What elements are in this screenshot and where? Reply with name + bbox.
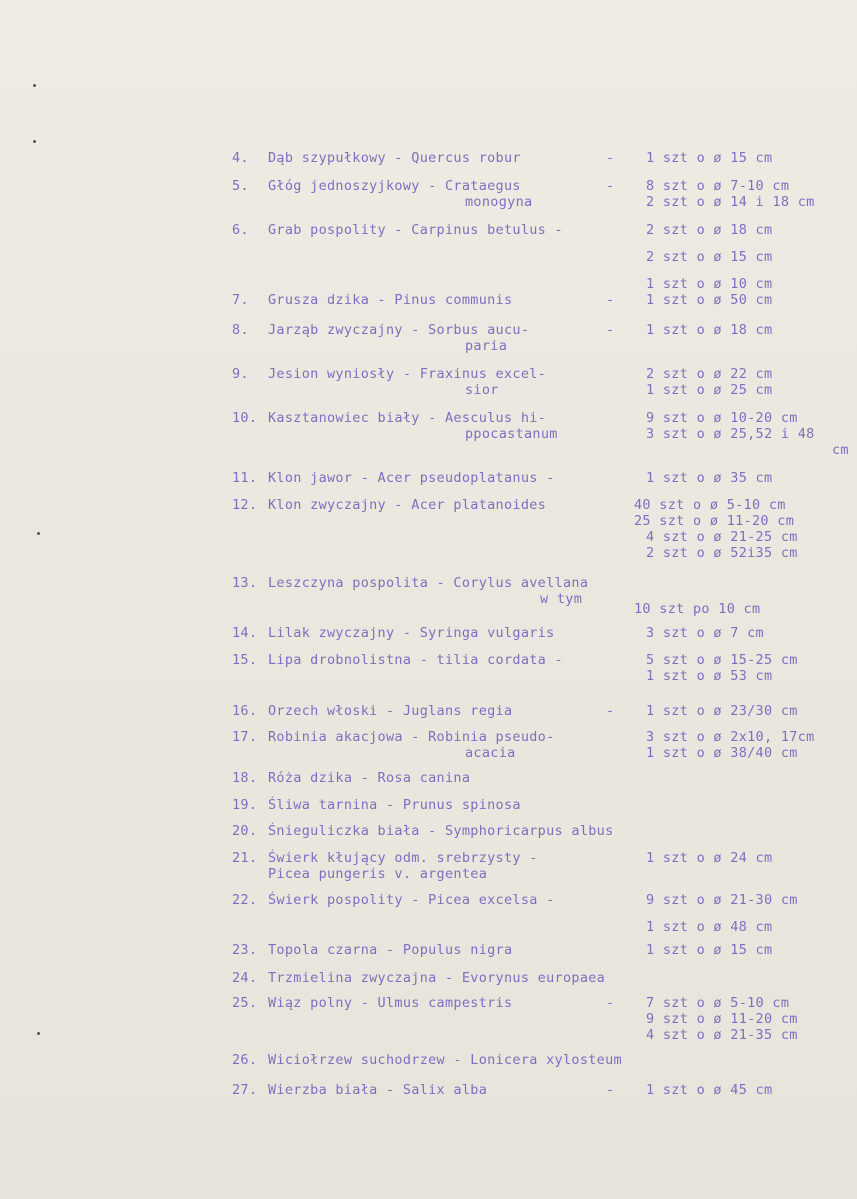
quantity-line: 8 szt o ø 7-10 cm (646, 178, 790, 194)
entry-number: 7. (232, 292, 249, 308)
quantity-line: 1 szt o ø 15 cm (646, 942, 773, 958)
entry-number: 22. (232, 892, 258, 908)
species-name-continuation: ppocastanum (465, 426, 558, 442)
quantity-line: 1 szt o ø 35 cm (646, 470, 773, 486)
quantity-line: 3 szt o ø 7 cm (646, 625, 764, 641)
quantity-line: 1 szt o ø 45 cm (646, 1082, 773, 1098)
species-name-continuation: acacia (465, 745, 516, 761)
species-name: Leszczyna pospolita - Corylus avellana (268, 575, 589, 591)
quantity-line: 10 szt po 10 cm (634, 601, 761, 617)
quantity-line: cm (832, 442, 849, 458)
entry-number: 23. (232, 942, 258, 958)
quantity-line: 1 szt o ø 10 cm (646, 276, 773, 292)
separator-dash: - (606, 322, 615, 338)
quantity-line: 25 szt o ø 11-20 cm (634, 513, 795, 529)
entry-number: 8. (232, 322, 249, 338)
quantity-line: 7 szt o ø 5-10 cm (646, 995, 790, 1011)
species-name: Jesion wyniosły - Fraxinus excel- (268, 366, 547, 382)
species-name: Dąb szypułkowy - Quercus robur (268, 150, 521, 166)
species-name-continuation: sior (465, 382, 499, 398)
entry-number: 20. (232, 823, 258, 839)
quantity-line: 2 szt o ø 15 cm (646, 249, 773, 265)
species-name: Głóg jednoszyjkowy - Crataegus (268, 178, 521, 194)
entry-number: 14. (232, 625, 258, 641)
species-name: Orzech włoski - Juglans regia (268, 703, 513, 719)
separator-dash: - (606, 703, 615, 719)
quantity-line: 2 szt o ø 52i35 cm (646, 545, 798, 561)
quantity-line: 1 szt o ø 48 cm (646, 919, 773, 935)
entry-number: 5. (232, 178, 249, 194)
species-name: Śnieguliczka biała - Symphoricarpus albus (268, 823, 614, 839)
separator-dash: - (606, 150, 615, 166)
species-name: Kasztanowiec biały - Aesculus hi- (268, 410, 547, 426)
species-name: Grusza dzika - Pinus communis (268, 292, 513, 308)
separator-dash: - (606, 292, 615, 308)
quantity-line: 40 szt o ø 5-10 cm (634, 497, 786, 513)
species-name: Śliwa tarnina - Prunus spinosa (268, 797, 521, 813)
entry-number: 19. (232, 797, 258, 813)
quantity-line: 1 szt o ø 18 cm (646, 322, 773, 338)
margin-mark (37, 532, 40, 535)
species-name-continuation: monogyna (465, 194, 533, 210)
species-name: Lipa drobnolistna - tilia cordata - (268, 652, 563, 668)
quantity-line: 1 szt o ø 24 cm (646, 850, 773, 866)
separator-dash: - (606, 1082, 615, 1098)
entry-number: 4. (232, 150, 249, 166)
species-name: Wierzba biała - Salix alba (268, 1082, 488, 1098)
species-name-continuation: Picea pungeris v. argentea (268, 866, 488, 882)
entry-number: 18. (232, 770, 258, 786)
entry-number: 10. (232, 410, 258, 426)
entry-number: 9. (232, 366, 249, 382)
quantity-line: 9 szt o ø 10-20 cm (646, 410, 798, 426)
entry-number: 25. (232, 995, 258, 1011)
quantity-line: 1 szt o ø 23/30 cm (646, 703, 798, 719)
quantity-line: 1 szt o ø 53 cm (646, 668, 773, 684)
species-name: Świerk kłujący odm. srebrzysty - (268, 850, 538, 866)
quantity-line: 3 szt o ø 25,52 i 48 (646, 426, 815, 442)
quantity-line: 1 szt o ø 50 cm (646, 292, 773, 308)
species-name-continuation: paria (465, 338, 508, 354)
margin-mark (37, 1032, 40, 1035)
species-name: Robinia akacjowa - Robinia pseudo- (268, 729, 555, 745)
quantity-line: 9 szt o ø 11-20 cm (646, 1011, 798, 1027)
entry-number: 15. (232, 652, 258, 668)
entry-number: 12. (232, 497, 258, 513)
quantity-line: 4 szt o ø 21-25 cm (646, 529, 798, 545)
entry-number: 21. (232, 850, 258, 866)
quantity-line: 2 szt o ø 22 cm (646, 366, 773, 382)
species-name: Klon jawor - Acer pseudoplatanus - (268, 470, 555, 486)
species-name: Róża dzika - Rosa canina (268, 770, 471, 786)
entry-number: 11. (232, 470, 258, 486)
entry-number: 27. (232, 1082, 258, 1098)
quantity-line: 2 szt o ø 14 i 18 cm (646, 194, 815, 210)
quantity-line: 1 szt o ø 38/40 cm (646, 745, 798, 761)
quantity-line: 4 szt o ø 21-35 cm (646, 1027, 798, 1043)
quantity-line: 1 szt o ø 15 cm (646, 150, 773, 166)
quantity-line: 1 szt o ø 25 cm (646, 382, 773, 398)
species-name: Topola czarna - Populus nigra (268, 942, 513, 958)
quantity-line: 5 szt o ø 15-25 cm (646, 652, 798, 668)
entry-number: 16. (232, 703, 258, 719)
species-name: Trzmielina zwyczajna - Evorynus europaea (268, 970, 606, 986)
species-name-continuation: w tym (540, 591, 583, 607)
separator-dash: - (606, 178, 615, 194)
species-name: Świerk pospolity - Picea excelsa - (268, 892, 555, 908)
entry-number: 26. (232, 1052, 258, 1068)
separator-dash: - (606, 995, 615, 1011)
entry-number: 6. (232, 222, 249, 238)
species-name: Jarząb zwyczajny - Sorbus aucu- (268, 322, 530, 338)
margin-mark (33, 140, 36, 143)
species-name: Lilak zwyczajny - Syringa vulgaris (268, 625, 555, 641)
quantity-line: 3 szt o ø 2x10, 17cm (646, 729, 815, 745)
species-name: Wiąz polny - Ulmus campestris (268, 995, 513, 1011)
entry-number: 13. (232, 575, 258, 591)
species-name: Klon zwyczajny - Acer platanoides (268, 497, 547, 513)
margin-mark (33, 84, 36, 87)
quantity-line: 9 szt o ø 21-30 cm (646, 892, 798, 908)
entry-number: 24. (232, 970, 258, 986)
quantity-line: 2 szt o ø 18 cm (646, 222, 773, 238)
species-name: Wiciołrzew suchodrzew - Lonicera xylosteum (268, 1052, 622, 1068)
species-name: Grab pospolity - Carpinus betulus - (268, 222, 563, 238)
entry-number: 17. (232, 729, 258, 745)
